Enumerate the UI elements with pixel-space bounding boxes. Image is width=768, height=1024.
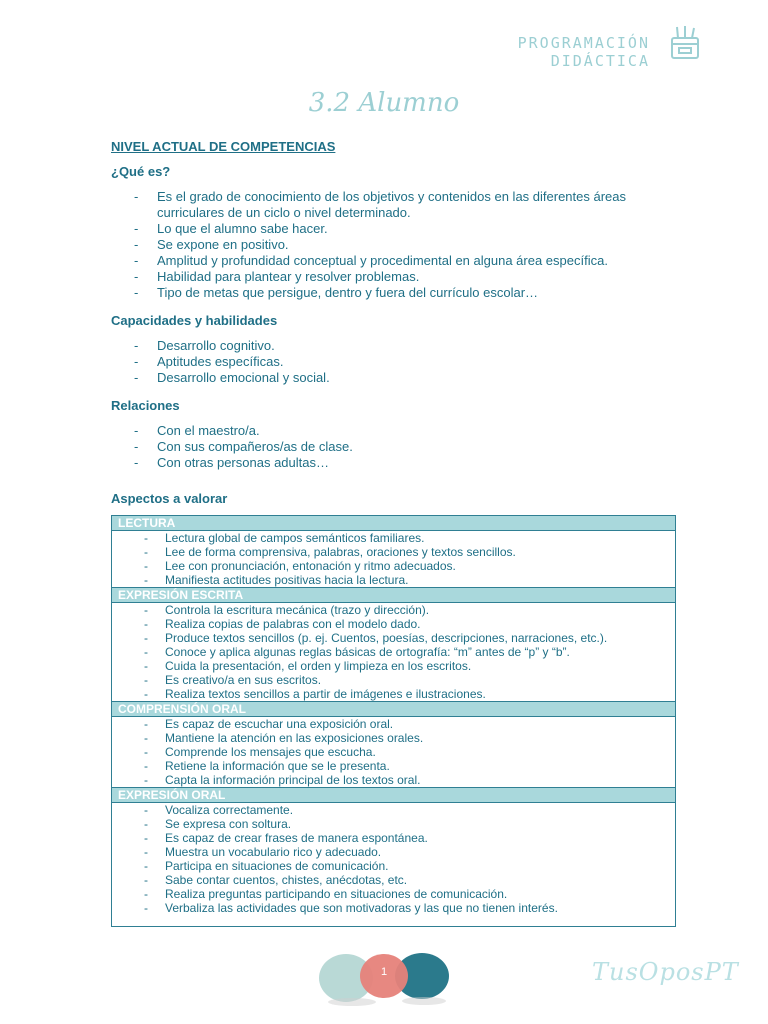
capacidades-list <box>111 338 681 386</box>
list-item: - Con el maestro/a. <box>111 423 681 439</box>
list-item: - Se expone en positivo. <box>111 237 681 253</box>
list-item: - Desarrollo emocional y social. <box>111 370 681 386</box>
table-section-list <box>112 531 675 587</box>
table-item: - Produce textos sencillos (p. ej. Cuentos, poesías, descripciones, narraciones, etc.). <box>112 631 675 645</box>
footer-brand: TusOposPT <box>592 958 739 986</box>
que-es-list <box>111 189 681 301</box>
table-item: - Muestra un vocabulario rico y adecuado. <box>112 845 675 859</box>
page-number: 1 <box>380 966 388 978</box>
table-item: - Vocaliza correctamente. <box>112 803 675 817</box>
capacidades-heading: Capacidades y habilidades <box>111 313 278 328</box>
table-item: - Conoce y aplica algunas reglas básicas de ortografía: “m” antes de “p” y “b”. <box>112 645 675 659</box>
table-item: - Mantiene la atención en las exposiciones orales. <box>112 731 675 745</box>
table-item: - Capta la información principal de los textos oral. <box>112 773 675 787</box>
list-item: - Habilidad para plantear y resolver problemas. <box>111 269 681 285</box>
list-item: - Tipo de metas que persigue, dentro y fuera del currículo escolar… <box>111 285 681 301</box>
aspectos-heading: Aspectos a valorar <box>111 491 228 506</box>
table-section-list <box>112 717 675 787</box>
table-item: - Es creativo/a en sus escritos. <box>112 673 675 687</box>
table-item: - Se expresa con soltura. <box>112 817 675 831</box>
list-item: - Amplitud y profundidad conceptual y procedimental en alguna área específica. <box>111 253 681 269</box>
table-section-list <box>112 603 675 701</box>
table-item: - Lectura global de campos semánticos familiares. <box>112 531 675 545</box>
table-item: - Realiza copias de palabras con el modelo dado. <box>112 617 675 631</box>
table-item: - Realiza preguntas participando en situaciones de comunicación. <box>112 887 675 901</box>
list-item: - Aptitudes específicas. <box>111 354 681 370</box>
list-item: - Con sus compañeros/as de clase. <box>111 439 681 455</box>
que-es-heading: ¿Qué es? <box>111 164 171 179</box>
table-item: - Cuida la presentación, el orden y limpieza en los escritos. <box>112 659 675 673</box>
list-item: - Con otras personas adultas… <box>111 455 681 471</box>
footer-decoration <box>316 950 456 1010</box>
relaciones-heading: Relaciones <box>111 398 180 413</box>
section-title: 3.2 Alumno <box>308 88 460 118</box>
table-item: - Sabe contar cuentos, chistes, anécdotas, etc. <box>112 873 675 887</box>
table-item: - Participa en situaciones de comunicación. <box>112 859 675 873</box>
table-item: - Lee de forma comprensiva, palabras, oraciones y textos sencillos. <box>112 545 675 559</box>
list-item: - Lo que el alumno sabe hacer. <box>111 221 681 237</box>
table-item: - Es capaz de escuchar una exposición oral. <box>112 717 675 731</box>
main-heading: NIVEL ACTUAL DE COMPETENCIAS <box>111 139 336 154</box>
table-section-header: EXPRESIÓN ORAL <box>112 787 675 803</box>
list-item: - Desarrollo cognitivo. <box>111 338 681 354</box>
table-section-list <box>112 803 675 915</box>
pencil-box-icon <box>668 24 702 60</box>
table-section-header: EXPRESIÓN ESCRITA <box>112 587 675 603</box>
table-section-header: LECTURA <box>112 516 675 531</box>
list-item: - Es el grado de conocimiento de los objetivos y contenidos en las diferentes áreas curriculares de un ciclo o nivel determinado. <box>111 189 681 221</box>
table-item: - Manifiesta actitudes positivas hacia la lectura. <box>112 573 675 587</box>
table-item: - Es capaz de crear frases de manera espontánea. <box>112 831 675 845</box>
table-item: - Verbaliza las actividades que son motivadoras y las que no tienen interés. <box>112 901 675 915</box>
header-label: PROGRAMACIÓN DIDÁCTICA <box>517 34 650 70</box>
table-item: - Controla la escritura mecánica (trazo y dirección). <box>112 603 675 617</box>
table-section-header: COMPRENSIÓN ORAL <box>112 701 675 717</box>
table-item: - Retiene la información que se le presenta. <box>112 759 675 773</box>
table-item: - Realiza textos sencillos a partir de imágenes e ilustraciones. <box>112 687 675 701</box>
table-item: - Comprende los mensajes que escucha. <box>112 745 675 759</box>
document-body <box>111 139 681 516</box>
relaciones-list <box>111 423 681 471</box>
table-item: - Lee con pronunciación, entonación y ritmo adecuados. <box>112 559 675 573</box>
assessment-table <box>111 515 676 927</box>
